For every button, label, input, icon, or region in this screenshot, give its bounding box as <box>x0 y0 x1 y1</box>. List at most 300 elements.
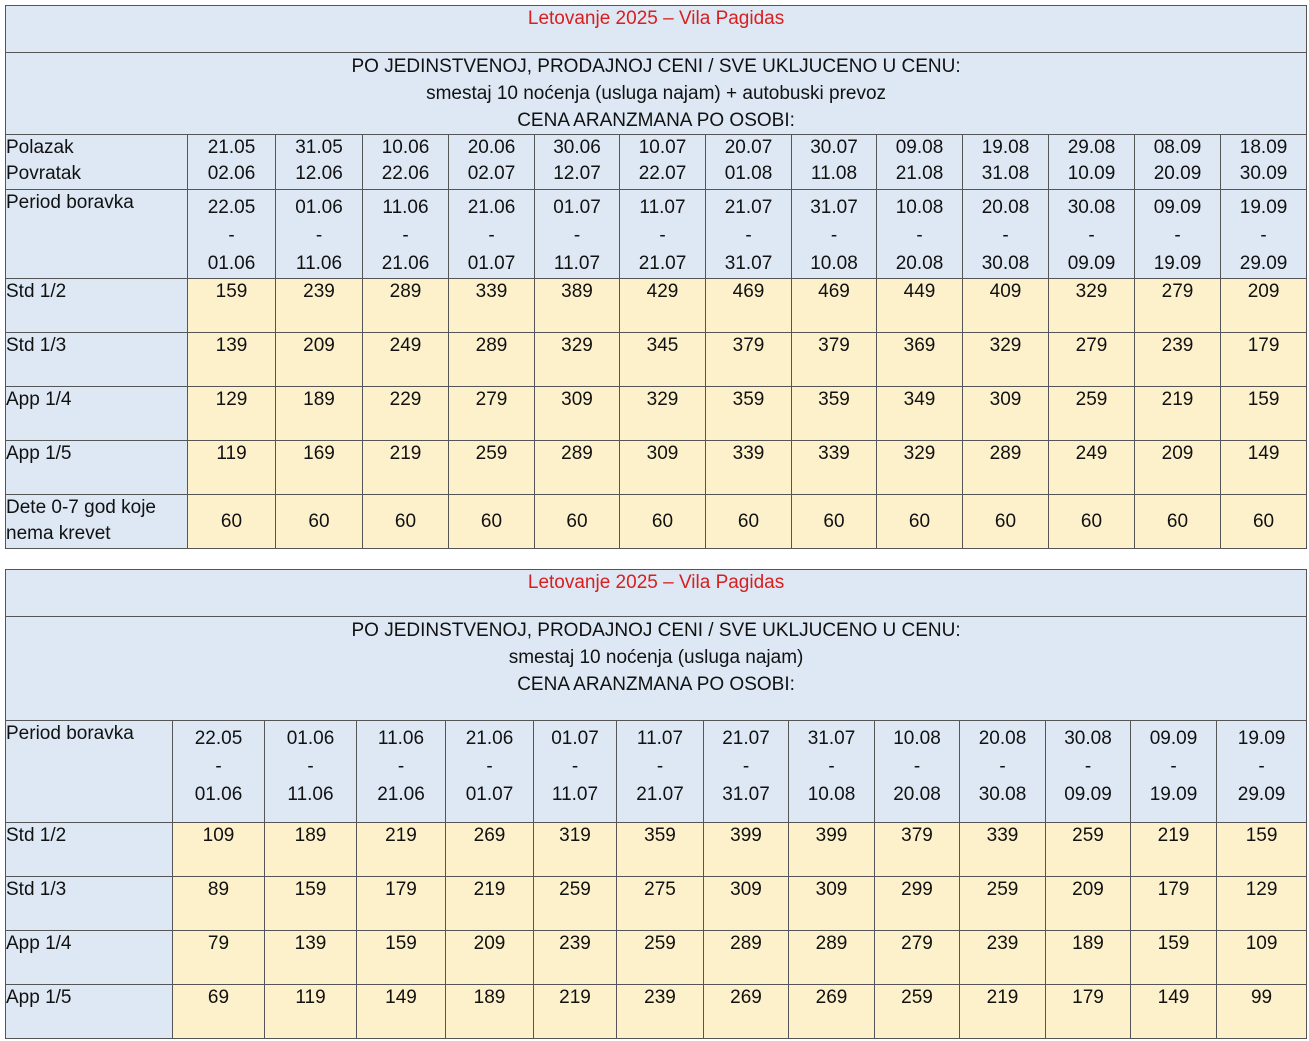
stay-period-from: 01.07 <box>551 728 599 749</box>
price-table-accommodation-only <box>5 569 1307 1039</box>
stay-period-cell <box>617 721 704 823</box>
price-table-with-transport <box>5 5 1307 549</box>
departure-date: 30.07 <box>810 137 858 158</box>
price-cell: 209 <box>1046 877 1131 931</box>
price-cell: 309 <box>704 877 789 931</box>
stay-period <box>620 190 705 278</box>
price-cell: 345 <box>620 333 706 387</box>
stay-period-cell <box>1217 721 1307 823</box>
table1-dates-row <box>6 135 1307 190</box>
stay-period-to: 09.09 <box>1067 253 1116 274</box>
stay-period-separator: - <box>659 225 666 246</box>
departure-date: 21.05 <box>207 137 256 158</box>
price-cell: 119 <box>265 985 357 1039</box>
travel-dates-cell <box>963 135 1049 190</box>
room-type-label: App 1/5 <box>6 441 188 495</box>
price-cell: 159 <box>188 279 276 333</box>
stay-period-separator: - <box>488 225 495 246</box>
stay-period-separator: - <box>228 225 235 246</box>
stay-period <box>1217 721 1306 809</box>
stay-period-from: 11.06 <box>377 728 425 749</box>
stay-period <box>706 190 791 278</box>
price-cell: 359 <box>706 387 792 441</box>
price-cell: 219 <box>1131 823 1217 877</box>
price-cell: 159 <box>357 931 446 985</box>
price-cell: 339 <box>449 279 535 333</box>
stay-period-separator: - <box>916 225 923 246</box>
stay-period-from: 10.08 <box>893 728 941 749</box>
price-cell: 219 <box>534 985 617 1039</box>
return-date: 21.08 <box>895 163 944 184</box>
price-cell: 139 <box>265 931 357 985</box>
price-cell: 169 <box>276 441 363 495</box>
stay-period-to: 21.06 <box>377 784 425 805</box>
price-cell: 449 <box>877 279 963 333</box>
price-cell: 209 <box>446 931 534 985</box>
price-cell: 189 <box>276 387 363 441</box>
child-label-line-1: Dete 0-7 god koje <box>6 497 156 518</box>
price-cell: 159 <box>265 877 357 931</box>
stay-period-cell <box>704 721 789 823</box>
price-cell: 219 <box>363 441 449 495</box>
price-cell: 299 <box>875 877 960 931</box>
stay-period <box>789 721 874 809</box>
stay-period-to: 31.07 <box>724 253 773 274</box>
child-price-cell: 60 <box>535 495 620 549</box>
price-cell: 379 <box>706 333 792 387</box>
price-cell: 329 <box>963 333 1049 387</box>
table2-price-row <box>6 877 1307 931</box>
stay-period-from: 10.08 <box>895 197 944 218</box>
price-cell: 309 <box>789 877 875 931</box>
price-cell: 159 <box>1131 931 1217 985</box>
return-date: 22.06 <box>381 163 430 184</box>
stay-period-cell <box>534 721 617 823</box>
stay-period-cell <box>265 721 357 823</box>
table2-price-row <box>6 931 1307 985</box>
stay-period-separator: - <box>315 225 323 246</box>
price-cell: 179 <box>357 877 446 931</box>
child-label-line-2: nema krevet <box>6 523 111 544</box>
price-cell: 399 <box>704 823 789 877</box>
price-cell: 279 <box>875 931 960 985</box>
price-cell: 149 <box>357 985 446 1039</box>
room-type-label: App 1/4 <box>6 387 188 441</box>
price-cell: 219 <box>446 877 534 931</box>
price-cell: 69 <box>173 985 265 1039</box>
departure-date: 08.09 <box>1153 137 1202 158</box>
child-price-cell: 60 <box>1049 495 1135 549</box>
stay-period-cell <box>449 190 535 279</box>
stay-period-to: 11.07 <box>551 784 599 805</box>
travel-dates-cell <box>535 135 620 190</box>
stay-period-to: 30.08 <box>978 784 1027 805</box>
return-date: 12.07 <box>553 163 601 184</box>
price-cell: 349 <box>877 387 963 441</box>
stay-period-to: 20.08 <box>893 784 941 805</box>
departure-label: Polazak <box>6 137 74 158</box>
stay-period-separator: - <box>1088 225 1095 246</box>
price-cell: 149 <box>1221 441 1307 495</box>
stay-period <box>173 721 264 809</box>
room-type-label: App 1/4 <box>6 931 173 985</box>
table1-intro-row <box>6 53 1307 135</box>
stay-period <box>188 190 275 278</box>
stay-period-to: 10.08 <box>810 253 858 274</box>
stay-period-to: 29.09 <box>1237 784 1286 805</box>
departure-date: 18.09 <box>1239 137 1288 158</box>
price-cell: 209 <box>1221 279 1307 333</box>
child-price-cell: 60 <box>1135 495 1221 549</box>
return-date: 12.06 <box>295 163 343 184</box>
stay-period-separator: - <box>1170 756 1177 777</box>
return-date: 22.07 <box>638 163 687 184</box>
departure-date: 30.06 <box>553 137 601 158</box>
table1-child-row <box>6 495 1307 549</box>
table2-intro <box>6 617 1307 721</box>
stay-period <box>1221 190 1306 278</box>
stay-period-separator: - <box>397 756 405 777</box>
stay-period-to: 10.08 <box>807 784 856 805</box>
stay-period-from: 11.07 <box>636 728 684 749</box>
price-cell: 209 <box>276 333 363 387</box>
stay-period-from: 31.07 <box>810 197 858 218</box>
stay-period-to: 30.08 <box>981 253 1030 274</box>
child-label <box>6 495 188 549</box>
price-cell: 109 <box>173 823 265 877</box>
stay-period-from: 21.07 <box>722 728 770 749</box>
stay-period-cell <box>1046 721 1131 823</box>
table2-period-row <box>6 721 1307 823</box>
price-cell: 239 <box>276 279 363 333</box>
stay-period-from: 09.09 <box>1153 197 1202 218</box>
departure-date: 31.05 <box>295 137 343 158</box>
travel-dates-cell <box>276 135 363 190</box>
price-cell: 329 <box>1049 279 1135 333</box>
stay-period-to: 11.06 <box>287 784 334 805</box>
table2-title: Letovanje 2025 – Vila Pagidas <box>6 570 1307 617</box>
price-cell: 339 <box>960 823 1046 877</box>
child-price-cell: 60 <box>792 495 877 549</box>
price-cell: 319 <box>534 823 617 877</box>
stay-period-from: 01.06 <box>286 728 335 749</box>
stay-period-separator: - <box>1258 756 1265 777</box>
table2-intro-line-2: smestaj 10 noćenja (usluga najam) <box>508 647 804 668</box>
stay-period <box>960 721 1045 809</box>
stay-period-from: 11.07 <box>639 197 686 218</box>
stay-period-to: 01.07 <box>467 253 516 274</box>
price-cell: 279 <box>1135 279 1221 333</box>
stay-period <box>1131 721 1216 809</box>
price-cell: 309 <box>963 387 1049 441</box>
stay-period-cell <box>792 190 877 279</box>
stay-period <box>535 190 619 278</box>
price-cell: 369 <box>877 333 963 387</box>
stay-period-separator: - <box>656 756 664 777</box>
table2-intro-line-3: CENA ARANZMANA PO OSOBI: <box>517 674 795 695</box>
table2-price-row <box>6 823 1307 877</box>
price-cell: 289 <box>789 931 875 985</box>
stay-period-from: 19.09 <box>1237 728 1286 749</box>
stay-period-cell <box>875 721 960 823</box>
price-cell: 159 <box>1217 823 1307 877</box>
child-price-cell: 60 <box>276 495 363 549</box>
price-cell: 129 <box>1217 877 1307 931</box>
price-cell: 379 <box>875 823 960 877</box>
price-cell: 289 <box>449 333 535 387</box>
stay-period-from: 30.08 <box>1067 197 1116 218</box>
price-cell: 259 <box>1046 823 1131 877</box>
table1-period-label: Period boravka <box>6 190 188 279</box>
stay-period-separator: - <box>307 756 314 777</box>
price-cell: 289 <box>963 441 1049 495</box>
stay-period-from: 21.06 <box>465 728 514 749</box>
return-date: 31.08 <box>981 163 1030 184</box>
stay-period-to: 01.06 <box>207 253 256 274</box>
return-date: 11.08 <box>810 163 858 184</box>
table1-price-row <box>6 441 1307 495</box>
stay-period-from: 11.06 <box>382 197 429 218</box>
table2-period-label: Period boravka <box>6 721 173 823</box>
price-cell: 359 <box>792 387 877 441</box>
stay-period-to: 01.06 <box>194 784 243 805</box>
stay-period-to: 21.07 <box>638 253 687 274</box>
price-cell: 399 <box>789 823 875 877</box>
stay-period-from: 31.07 <box>807 728 856 749</box>
table1-title-row <box>6 6 1307 53</box>
price-cell: 389 <box>535 279 620 333</box>
stay-period <box>1135 190 1220 278</box>
room-type-label: Std 1/2 <box>6 823 173 877</box>
price-cell: 239 <box>960 931 1046 985</box>
room-type-label: App 1/5 <box>6 985 173 1039</box>
price-cell: 239 <box>617 985 704 1039</box>
table2-body <box>6 570 1307 1039</box>
travel-dates-cell <box>449 135 535 190</box>
child-price-cell: 60 <box>620 495 706 549</box>
stay-period <box>276 190 362 278</box>
price-cell: 469 <box>792 279 877 333</box>
price-cell: 279 <box>1049 333 1135 387</box>
travel-dates-cell <box>1049 135 1135 190</box>
stay-period-cell <box>620 190 706 279</box>
price-cell: 259 <box>960 877 1046 931</box>
stay-period-from: 19.09 <box>1239 197 1288 218</box>
price-cell: 339 <box>792 441 877 495</box>
travel-dates-cell <box>1135 135 1221 190</box>
price-cell: 469 <box>706 279 792 333</box>
price-cell: 219 <box>960 985 1046 1039</box>
stay-period <box>265 721 356 809</box>
stay-period <box>792 190 876 278</box>
stay-period-separator: - <box>1084 756 1092 777</box>
price-cell: 279 <box>449 387 535 441</box>
stay-period-from: 30.08 <box>1064 728 1112 749</box>
stay-period <box>363 190 448 278</box>
stay-period-from: 22.05 <box>207 197 256 218</box>
stay-period <box>875 721 959 809</box>
stay-period-to: 21.06 <box>381 253 430 274</box>
price-cell: 429 <box>620 279 706 333</box>
stay-period-to: 11.06 <box>295 253 343 274</box>
stay-period-from: 21.07 <box>724 197 773 218</box>
price-cell: 249 <box>363 333 449 387</box>
stay-period <box>704 721 788 809</box>
stay-period-to: 20.08 <box>895 253 944 274</box>
price-cell: 379 <box>792 333 877 387</box>
price-cell: 259 <box>1049 387 1135 441</box>
stay-period-to: 01.07 <box>465 784 514 805</box>
stay-period <box>1049 190 1134 278</box>
room-type-label: Std 1/3 <box>6 877 173 931</box>
return-date: 01.08 <box>724 163 773 184</box>
price-cell: 409 <box>963 279 1049 333</box>
child-price-cell: 60 <box>963 495 1049 549</box>
price-cell: 329 <box>620 387 706 441</box>
room-type-label: Std 1/3 <box>6 333 188 387</box>
price-cell: 339 <box>706 441 792 495</box>
price-cell: 329 <box>535 333 620 387</box>
stay-period <box>877 190 962 278</box>
price-cell: 229 <box>363 387 449 441</box>
stay-period-from: 22.05 <box>194 728 243 749</box>
price-cell: 269 <box>704 985 789 1039</box>
stay-period-cell <box>276 190 363 279</box>
price-cell: 259 <box>534 877 617 931</box>
child-price-cell: 60 <box>706 495 792 549</box>
child-price-cell: 60 <box>363 495 449 549</box>
travel-dates-cell <box>620 135 706 190</box>
price-cell: 179 <box>1131 877 1217 931</box>
stay-period-separator: - <box>830 225 838 246</box>
price-cell: 249 <box>1049 441 1135 495</box>
travel-dates-cell <box>188 135 276 190</box>
travel-dates-cell <box>792 135 877 190</box>
price-cell: 149 <box>1131 985 1217 1039</box>
price-cell: 289 <box>535 441 620 495</box>
table1-dates-label <box>6 135 188 190</box>
stay-period-cell <box>1049 190 1135 279</box>
price-cell: 139 <box>188 333 276 387</box>
travel-dates-cell <box>877 135 963 190</box>
stay-period <box>449 190 534 278</box>
price-cell: 259 <box>875 985 960 1039</box>
price-cell: 89 <box>173 877 265 931</box>
stay-period-cell <box>363 190 449 279</box>
stay-period-separator: - <box>402 225 409 246</box>
stay-period <box>963 190 1048 278</box>
child-price-cell: 60 <box>877 495 963 549</box>
room-type-label: Std 1/2 <box>6 279 188 333</box>
stay-period-cell <box>963 190 1049 279</box>
return-date: 20.09 <box>1153 163 1202 184</box>
price-cell: 189 <box>446 985 534 1039</box>
price-cell: 219 <box>1135 387 1221 441</box>
stay-period-cell <box>1221 190 1307 279</box>
table2-title-row <box>6 570 1307 617</box>
stay-period-separator: - <box>913 756 921 777</box>
stay-period-from: 01.06 <box>295 197 343 218</box>
table2-price-row <box>6 985 1307 1039</box>
departure-date: 10.07 <box>638 137 687 158</box>
stay-period-cell <box>357 721 446 823</box>
stay-period-to: 11.07 <box>553 253 601 274</box>
travel-dates-cell <box>706 135 792 190</box>
price-cell: 269 <box>446 823 534 877</box>
return-date: 10.09 <box>1067 163 1116 184</box>
return-date: 02.06 <box>207 163 256 184</box>
price-cell: 189 <box>265 823 357 877</box>
stay-period-separator: - <box>215 756 222 777</box>
travel-dates-cell <box>1221 135 1307 190</box>
price-cell: 259 <box>449 441 535 495</box>
travel-dates-cell <box>363 135 449 190</box>
stay-period-separator: - <box>571 756 579 777</box>
table2-intro-line-1: PO JEDINSTVENOJ, PRODAJNOJ CENI / SVE UKLJUCENO U CENU: <box>351 620 961 641</box>
stay-period-from: 20.08 <box>978 728 1027 749</box>
stay-period-separator: - <box>1174 225 1181 246</box>
child-price-cell: 60 <box>449 495 535 549</box>
price-cell: 209 <box>1135 441 1221 495</box>
stay-period-to: 19.09 <box>1149 784 1198 805</box>
stay-period-to: 31.07 <box>722 784 770 805</box>
stay-period-cell <box>877 190 963 279</box>
stay-period-separator: - <box>1002 225 1009 246</box>
stay-period-from: 01.07 <box>553 197 601 218</box>
return-date: 02.07 <box>467 163 516 184</box>
stay-period-separator: - <box>1260 225 1267 246</box>
price-cell: 289 <box>704 931 789 985</box>
table1-price-row <box>6 279 1307 333</box>
price-cell: 159 <box>1221 387 1307 441</box>
stay-period-to: 29.09 <box>1239 253 1288 274</box>
price-cell: 79 <box>173 931 265 985</box>
departure-date: 09.08 <box>895 137 944 158</box>
stay-period-to: 09.09 <box>1064 784 1112 805</box>
stay-period-cell <box>960 721 1046 823</box>
stay-period-cell <box>446 721 534 823</box>
price-cell: 129 <box>188 387 276 441</box>
child-price-cell: 60 <box>1221 495 1307 549</box>
stay-period <box>534 721 616 809</box>
price-cell: 239 <box>534 931 617 985</box>
price-cell: 275 <box>617 877 704 931</box>
stay-period-from: 09.09 <box>1149 728 1198 749</box>
stay-period-separator: - <box>745 225 752 246</box>
price-cell: 239 <box>1135 333 1221 387</box>
stay-period-cell <box>535 190 620 279</box>
table1-title: Letovanje 2025 – Vila Pagidas <box>6 6 1307 53</box>
stay-period-separator: - <box>486 756 493 777</box>
table1-price-row <box>6 387 1307 441</box>
stay-period <box>617 721 703 809</box>
table1-price-row <box>6 333 1307 387</box>
stay-period-cell <box>1131 721 1217 823</box>
departure-date: 10.06 <box>381 137 430 158</box>
stay-period-separator: - <box>999 756 1006 777</box>
price-cell: 359 <box>617 823 704 877</box>
departure-date: 20.06 <box>467 137 516 158</box>
price-cell: 119 <box>188 441 276 495</box>
stay-period-to: 21.07 <box>636 784 684 805</box>
stay-period-separator: - <box>828 756 835 777</box>
table1-intro-line-3: CENA ARANZMANA PO OSOBI: <box>517 110 795 131</box>
price-cell: 289 <box>363 279 449 333</box>
table2-intro-row <box>6 617 1307 721</box>
departure-date: 29.08 <box>1067 137 1116 158</box>
price-cell: 179 <box>1221 333 1307 387</box>
stay-period-cell <box>706 190 792 279</box>
